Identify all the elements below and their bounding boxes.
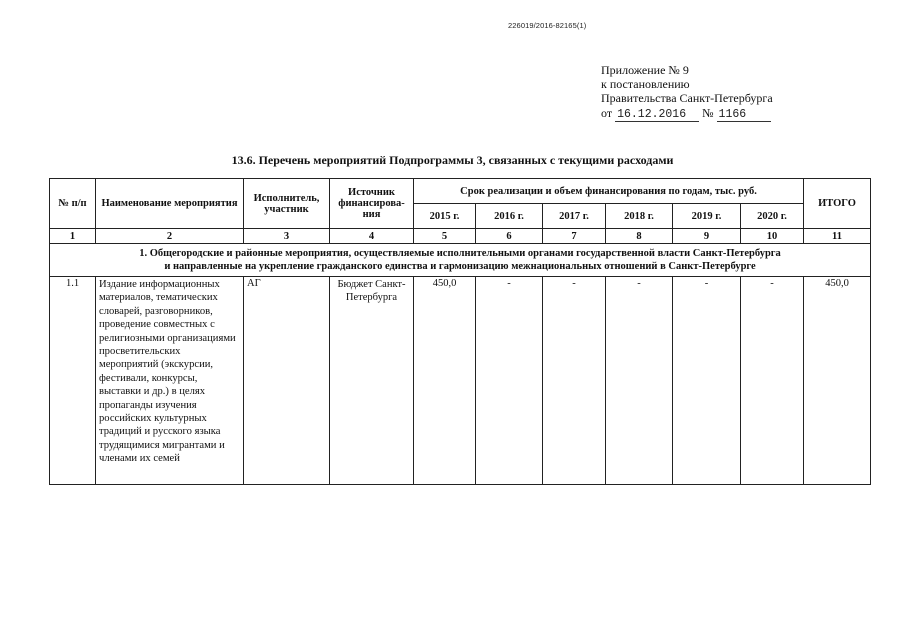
value-2017: - bbox=[543, 277, 606, 485]
header-name: Наименование мероприятия bbox=[96, 179, 244, 229]
value-2019: - bbox=[673, 277, 741, 485]
header-year: 2015 г. bbox=[414, 204, 476, 229]
measure-name: Издание информационных материалов, тематических словарей, разговорников, проведение совместных с религиозными организациями просветительских мероприятий (экскурсии, фестивали, конкурсы, выставки и др.) в целях пропаганды изучения российских культурных традиций и русского языка трудящимися мигрантами и членами их семей bbox=[96, 277, 244, 485]
resolution-number: 1166 bbox=[717, 109, 771, 122]
document-id: 226019/2016-82165(1) bbox=[508, 21, 587, 30]
header-year: 2020 г. bbox=[741, 204, 804, 229]
value-2020: - bbox=[741, 277, 804, 485]
from-label: от bbox=[601, 105, 613, 120]
header-num: № п/п bbox=[50, 179, 96, 229]
column-number: 2 bbox=[96, 229, 244, 244]
appendix-line-3: Правительства Санкт-Петербурга bbox=[601, 91, 773, 106]
resolution-date: 16.12.2016 bbox=[615, 109, 699, 122]
appendix-block bbox=[601, 63, 773, 122]
number-label: № bbox=[702, 105, 714, 120]
header-year: 2017 г. bbox=[543, 204, 606, 229]
page-title: 13.6. Перечень мероприятий Подпрограммы 3, связанных с текущими расходами bbox=[231, 153, 674, 167]
appendix-date-line bbox=[601, 106, 773, 122]
section-heading-line-2: и направленные на укрепление гражданского единства и гармонизацию межнациональных отношений в Санкт-Петербурге bbox=[164, 261, 756, 272]
section-heading bbox=[50, 244, 871, 277]
column-number: 3 bbox=[244, 229, 330, 244]
column-number: 4 bbox=[330, 229, 414, 244]
column-number-row bbox=[50, 229, 871, 244]
header-row-1 bbox=[50, 179, 871, 204]
value-2018: - bbox=[606, 277, 673, 485]
appendix-line-1: Приложение № 9 bbox=[601, 63, 689, 77]
column-number: 6 bbox=[476, 229, 543, 244]
section-row bbox=[50, 244, 871, 277]
column-number: 10 bbox=[741, 229, 804, 244]
header-total: ИТОГО bbox=[804, 179, 871, 229]
column-number: 9 bbox=[673, 229, 741, 244]
header-source: Источник финансирова-ния bbox=[330, 179, 414, 229]
column-number: 5 bbox=[414, 229, 476, 244]
section-heading-line-1: 1. Общегородские и районные мероприятия, осуществляемые исполнительными органами государственной власти Санкт-Петербурга bbox=[139, 248, 781, 259]
header-exec: Исполнитель, участник bbox=[244, 179, 330, 229]
value-2015: 450,0 bbox=[414, 277, 476, 485]
funding-source: Бюджет Санкт-Петербурга bbox=[330, 277, 414, 485]
row-number: 1.1 bbox=[50, 277, 96, 485]
appendix-line-2: к постановлению bbox=[601, 77, 690, 92]
column-number: 7 bbox=[543, 229, 606, 244]
header-year: 2019 г. bbox=[673, 204, 741, 229]
header-period: Срок реализации и объем финансирования по годам, тыс. руб. bbox=[414, 179, 804, 204]
value-2016: - bbox=[476, 277, 543, 485]
header-year: 2016 г. bbox=[476, 204, 543, 229]
measures-table bbox=[49, 178, 871, 485]
header-year: 2018 г. bbox=[606, 204, 673, 229]
executor: АГ bbox=[244, 277, 330, 485]
column-number: 11 bbox=[804, 229, 871, 244]
column-number: 8 bbox=[606, 229, 673, 244]
table-row bbox=[50, 277, 871, 485]
column-number: 1 bbox=[50, 229, 96, 244]
row-total: 450,0 bbox=[804, 277, 871, 485]
